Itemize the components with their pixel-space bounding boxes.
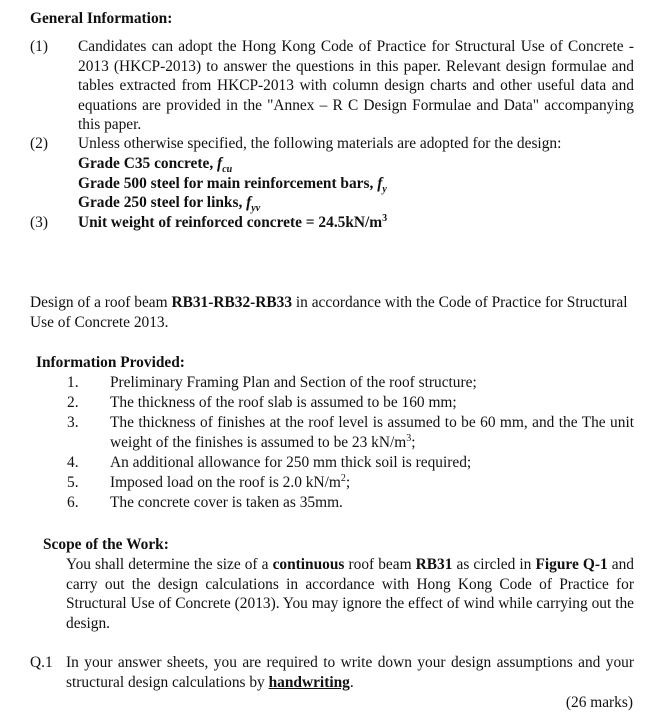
info-item-num: 1. xyxy=(67,374,79,391)
info-item-text: The thickness of the roof slab is assumed to be 160 mm; xyxy=(110,394,457,411)
unit-weight-text: Unit weight of reinforced concrete = 24.5kN/m xyxy=(78,214,383,231)
general-item-num: (1) xyxy=(30,38,48,55)
info-item-text: An additional allowance for 250 mm thick soil is required; xyxy=(110,454,472,471)
material-concrete xyxy=(78,154,232,174)
info-item-num: 5. xyxy=(67,474,79,491)
unit-weight-exponent: 3 xyxy=(382,212,388,224)
scope-p1: You shall determine the size of a xyxy=(66,556,273,573)
info-item-tail: ; xyxy=(411,433,416,451)
info-item-num: 4. xyxy=(67,454,79,471)
general-item-num: (3) xyxy=(30,214,48,231)
scope-heading: Scope of the Work: xyxy=(43,536,169,553)
scope-p2: roof beam xyxy=(344,556,416,573)
question-text xyxy=(66,653,634,692)
material-symbol: f xyxy=(246,194,252,211)
material-subscript: yv xyxy=(251,203,261,215)
info-item-num: 3. xyxy=(67,414,79,431)
material-main-steel xyxy=(78,174,387,194)
general-item-text: Candidates can adopt the Hong Kong Code of Practice for Structural Use of Concrete - 2013 (HKCP-2013) to answer the questions in this paper. Relevant design formulae and tables extracted from HKCP-2013 with column design charts and other useful data and equations are provided in the "Annex – R C Design Formulae and Data" accompanying this paper. xyxy=(78,38,634,134)
material-label: Grade 500 steel for main reinforcement bars, xyxy=(78,175,378,192)
info-item-body: Imposed load on the roof is 2.0 kN/m xyxy=(110,474,341,491)
info-item-text: Preliminary Framing Plan and Section of the roof structure; xyxy=(110,374,477,391)
material-label: Grade 250 steel for links, xyxy=(78,194,247,211)
unit-weight xyxy=(78,213,387,233)
info-item-exponent: 3 xyxy=(406,432,412,444)
material-subscript: y xyxy=(382,184,387,196)
material-subscript: cu xyxy=(222,164,233,176)
scope-p4: and carry out the design calculations in accordance with Hong Kong Code of Practice for Structural Use of Concrete (2013). You may ignore the effect of wind while carrying out the design. xyxy=(66,556,634,632)
general-item-text: Unless otherwise specified, the following materials are adopted for the design: xyxy=(78,135,562,152)
material-link-steel xyxy=(78,193,260,213)
info-item-exponent: 2 xyxy=(340,472,346,484)
design-pre: Design of a roof beam xyxy=(30,294,172,311)
info-item-text: The concrete cover is taken as 35mm. xyxy=(110,494,343,511)
material-symbol: f xyxy=(377,175,383,192)
design-beam-id: RB31-RB32-RB33 xyxy=(171,294,293,311)
question-tail: . xyxy=(349,673,354,691)
scope-beam-id: RB31 xyxy=(415,556,453,573)
scope-figure-ref: Figure Q-1 xyxy=(535,556,608,573)
info-heading: Information Provided: xyxy=(36,354,185,371)
info-item-text xyxy=(110,413,634,452)
design-statement xyxy=(30,293,636,332)
scope-p3: as circled in xyxy=(452,556,536,573)
general-heading: General Information: xyxy=(30,10,173,27)
scope-text xyxy=(66,555,634,633)
info-item-body: The thickness of finishes at the roof level is assumed to be 60 mm, and the The unit weight of the finishes is assumed to be 23 kN/m xyxy=(110,414,634,451)
general-item-num: (2) xyxy=(30,135,48,152)
material-label: Grade C35 concrete, xyxy=(78,155,218,172)
info-item-num: 6. xyxy=(67,494,79,511)
info-item-text xyxy=(110,473,634,493)
question-emphasis: handwriting xyxy=(268,673,350,691)
scope-continuous: continuous xyxy=(272,556,345,573)
question-marks: (26 marks) xyxy=(565,694,633,711)
info-item-num: 2. xyxy=(67,394,79,411)
question-body: In your answer sheets, you are required to write down your design assumptions and your structural design calculations by xyxy=(66,654,634,691)
material-symbol: f xyxy=(217,155,223,172)
question-number: Q.1 xyxy=(30,654,53,671)
design-post: in accordance with the Code of Practice for Structural Use of Concrete 2013. xyxy=(30,294,628,331)
info-item-tail: ; xyxy=(345,474,351,491)
